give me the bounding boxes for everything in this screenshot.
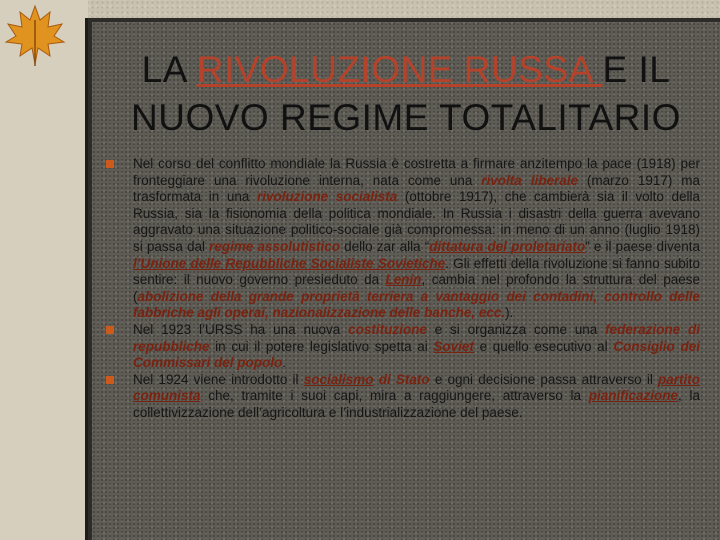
bullet-square-icon — [106, 160, 114, 168]
bullet-text: . Gli effetti della rivoluzione si fanno subito sentire: il nuovo governo presieduto da — [133, 255, 700, 288]
keyword: federazione di repubbliche — [133, 321, 700, 354]
bullet-text: e si organizza come una — [426, 321, 606, 337]
keyword-link[interactable]: partito comunista — [133, 371, 700, 404]
bullet-text: Nel corso del conflitto mondiale la Russia è costretta a firmare anzitempo la pace (1918) per fronteggiare una rivoluzione interna, nata come una — [133, 156, 700, 188]
bullet-text: dello zar alla “ — [340, 238, 430, 254]
title-prefix: LA — [141, 49, 197, 90]
bullet-square-icon — [106, 326, 114, 334]
page-title — [96, 46, 716, 142]
keyword-link[interactable]: l’Unione delle Repubbliche Socialiste Sovietiche — [133, 255, 446, 271]
bullet-square-icon — [106, 376, 114, 384]
keyword: costituzione — [348, 321, 427, 337]
bullet-text: Nel 1924 viene introdotto il — [133, 371, 304, 387]
bullet-text: in cui il potere legislativo spetta ai — [209, 338, 434, 354]
keyword: regime assolutistico — [209, 238, 341, 254]
keyword-link[interactable]: dittatura del proletariato — [429, 238, 586, 254]
keyword-link[interactable]: Soviet — [433, 338, 474, 354]
keyword: rivolta liberale — [481, 172, 578, 188]
bullet-item — [106, 156, 700, 322]
keyword: di Stato — [378, 371, 430, 387]
bullet-text: (ottobre 1917), che cambierà sia il volto della Russia, sia la fisionomia della politica mondiale. In Russia i disastri della guerra avevano aggravato una situazione politico-sociale già compromessa: in meno di un anno (luglio 1918) si passa dal — [133, 189, 700, 254]
keyword-link[interactable]: Lenin — [385, 272, 422, 288]
bullet-item — [106, 372, 700, 422]
bullet-text: e quello esecutivo al — [473, 338, 614, 354]
title-suffix: E IL — [602, 49, 671, 90]
bullet-text: e ogni decisione passa attraverso il — [429, 371, 658, 387]
bullet-text: . — [282, 355, 287, 371]
bullet-text: ” e il paese diventa — [585, 238, 700, 254]
bullet-text: ). — [505, 305, 514, 321]
keyword-link[interactable]: pianificazione — [588, 388, 678, 404]
bullet-text: , cambia nel profondo la struttura del paese ( — [133, 272, 700, 304]
bullet-item — [106, 322, 700, 372]
maple-leaf-icon — [0, 0, 70, 70]
bullet-text: , la collettivizzazione dell’agricoltura e l’industrializzazione del paese. — [133, 388, 700, 420]
bullet-text: Nel 1923 l’URSS ha una nuova — [133, 321, 349, 337]
bullet-list — [106, 156, 700, 422]
title-line-1 — [96, 46, 716, 94]
title-line-2: NUOVO REGIME TOTALITARIO — [131, 97, 681, 138]
keyword-link[interactable]: socialismo — [303, 371, 374, 387]
title-link-rivoluzione-russa[interactable]: RIVOLUZIONE RUSSA — [196, 49, 603, 90]
bullet-text: (marzo 1917) ma trasformata in una — [133, 172, 701, 205]
keyword: Consiglio dei Commissari del popolo — [133, 338, 700, 371]
bullet-text: che, tramite i suoi capi, mira a raggiungere, attraverso la — [200, 388, 589, 404]
keyword: rivoluzione socialista — [256, 189, 398, 205]
keyword: abolizione della grande proprietà terriera a vantaggio dei contadini, controllo delle fabbriche agli operai, nazionalizzazione delle banche, ecc. — [133, 288, 700, 321]
slide-left-margin — [0, 0, 88, 540]
